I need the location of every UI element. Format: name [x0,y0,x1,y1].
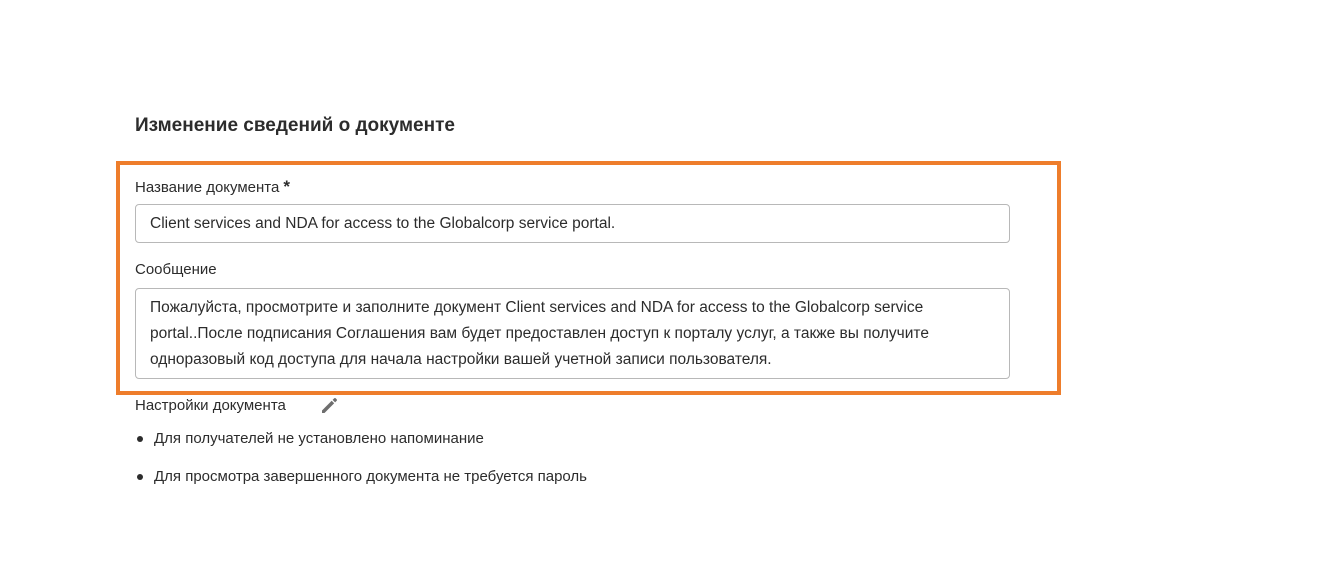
section-title: Изменение сведений о документе [135,115,455,136]
message-label: Сообщение [135,261,217,278]
document-name-label [135,177,290,197]
settings-item-text: Для получателей не установлено напоминание [154,430,484,447]
required-marker: * [283,177,290,196]
message-textarea[interactable] [135,288,1010,379]
settings-item-text: Для просмотра завершенного документа не требуется пароль [154,468,588,485]
document-name-label-text: Название документа [135,179,280,196]
bullet-icon [137,474,143,480]
bullet-icon [137,436,143,442]
settings-list-item [135,429,587,467]
document-name-input[interactable] [135,204,1010,243]
pencil-icon[interactable] [318,394,340,416]
document-settings-label: Настройки документа [135,397,286,414]
settings-list [135,429,587,505]
settings-list-item [135,467,587,505]
